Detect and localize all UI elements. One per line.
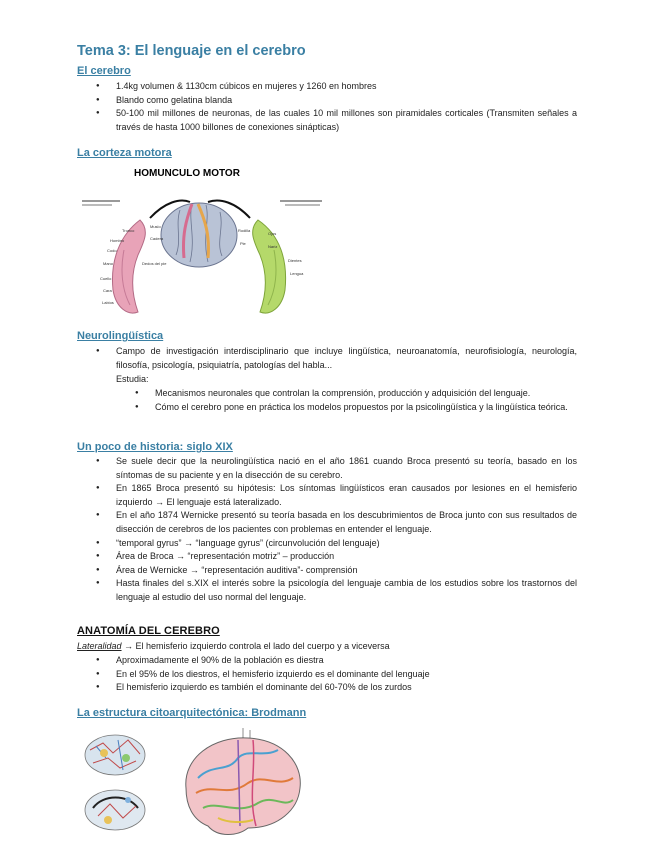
list-item: ● El hemisferio izquierdo es también el dominante del 60-70% de los zurdos: [77, 681, 577, 695]
label-rodilla: Rodilla: [238, 228, 251, 233]
list-item: ● Campo de investigación interdisciplinario que incluye lingüística, neuroanatomía, neurofisiología, neurología, filosofía, psicología, psiquiatría, patologías del habla...: [77, 345, 577, 372]
list-item: ● Hasta finales del s.XIX el interés sobre la psicología del lenguaje cambia de los estudios sobre los trastornos del lenguaje al estudio del uso normal del lenguaje.: [77, 577, 577, 604]
list-item: ● “temporal gyrus” → “language gyrus” (circunvolución del lenguaje): [77, 537, 577, 551]
section-heading-anatomia: ANATOMÍA DEL CEREBRO: [77, 625, 220, 637]
label-tronco: Tronco: [122, 228, 135, 233]
list-item: ● Blando como gelatina blanda: [77, 94, 577, 108]
list-item: ● Área de Wernicke → “representación auditiva”- comprensión: [77, 564, 577, 578]
label-dientes: Dientes: [288, 258, 302, 263]
neuro-list: [77, 345, 577, 372]
label-labios: Labios: [102, 300, 114, 305]
list-item: ● Aproximadamente el 90% de la población es diestra: [77, 654, 577, 668]
homunculus-figure-title: HOMUNCULO MOTOR: [134, 168, 240, 179]
label-cara: Cara: [103, 288, 112, 293]
label-codo: Codo: [107, 248, 117, 253]
page-title: Tema 3: El lenguaje en el cerebro: [77, 43, 306, 59]
list-item: ● En el año 1874 Wernicke presentó su teoría basada en los descubrimientos de Broca junto con sus resultados de disección de cerebros de los pacientes con problemas en entender el lenguaje.: [77, 509, 577, 536]
label-hombro: Hombro: [110, 238, 125, 243]
list-item: ● Área de Broca → “representación motriz” – producción: [77, 550, 577, 564]
section-heading-corteza: La corteza motora: [77, 147, 172, 159]
homunculus-illustration: [80, 190, 325, 320]
label-cadera: Cadera: [150, 236, 164, 241]
label-pie: Pie: [240, 241, 246, 246]
list-item: ● Cómo el cerebro pone en práctica los modelos propuestos por la psicolingüística y la lingüística teórica.: [77, 401, 577, 415]
lateralidad-label: Lateralidad: [77, 641, 122, 651]
studies-label: Estudia:: [116, 374, 149, 384]
list-item: ● 1.4kg volumen & 1130cm cúbicos en mujeres y 1260 en hombres: [77, 80, 577, 94]
cerebro-list: [77, 80, 577, 134]
label-mano: Mano: [103, 261, 114, 266]
list-item: ● 50-100 mil millones de neuronas, de las cuales 10 mil millones son piramidales corticales (Transmiten señales a través de hasta 1000 billones de conexiones sinápticas): [77, 107, 577, 134]
label-dedos: Dedos del pie: [142, 261, 167, 266]
neuro-sublist: [77, 387, 577, 414]
section-heading-brodmann: La estructura citoarquitectónica: Brodmann: [77, 707, 307, 719]
list-item: ● En 1865 Broca presentó su hipótesis: Los síntomas lingüísticos eran causados por lesiones en el hemisferio izquierdo → El lenguaje está lateralizado.: [77, 482, 577, 509]
brodmann-illustration: [78, 728, 308, 843]
list-item: ● En el 95% de los diestros, el hemisferio izquierdo es el dominante del lenguaje: [77, 668, 577, 682]
section-heading-neuro: Neurolingüística: [77, 330, 164, 342]
label-muslo: Muslo: [150, 224, 161, 229]
lateralidad-text: → El hemisferio izquierdo controla el lado del cuerpo y a viceversa: [121, 641, 390, 651]
label-cuello: Cuello: [100, 276, 112, 281]
historia-list: [77, 455, 577, 605]
label-nariz: Nariz: [268, 244, 278, 249]
label-ojos: Ojos: [268, 231, 277, 236]
section-heading-cerebro: El cerebro: [77, 65, 131, 77]
lateralidad-line: [77, 640, 390, 654]
section-heading-historia: Un poco de historia: siglo XIX: [77, 441, 233, 453]
list-item: ● Se suele decir que la neurolingüística nació en el año 1861 cuando Broca presentó su teoría, basado en los síntomas de su paciente y en la disección de su cerebro.: [77, 455, 577, 482]
anatomia-list: [77, 654, 577, 695]
list-item: ● Mecanismos neuronales que controlan la comprensión, producción y adquisición del lenguaje.: [77, 387, 577, 401]
label-lengua: Lengua: [290, 271, 304, 276]
